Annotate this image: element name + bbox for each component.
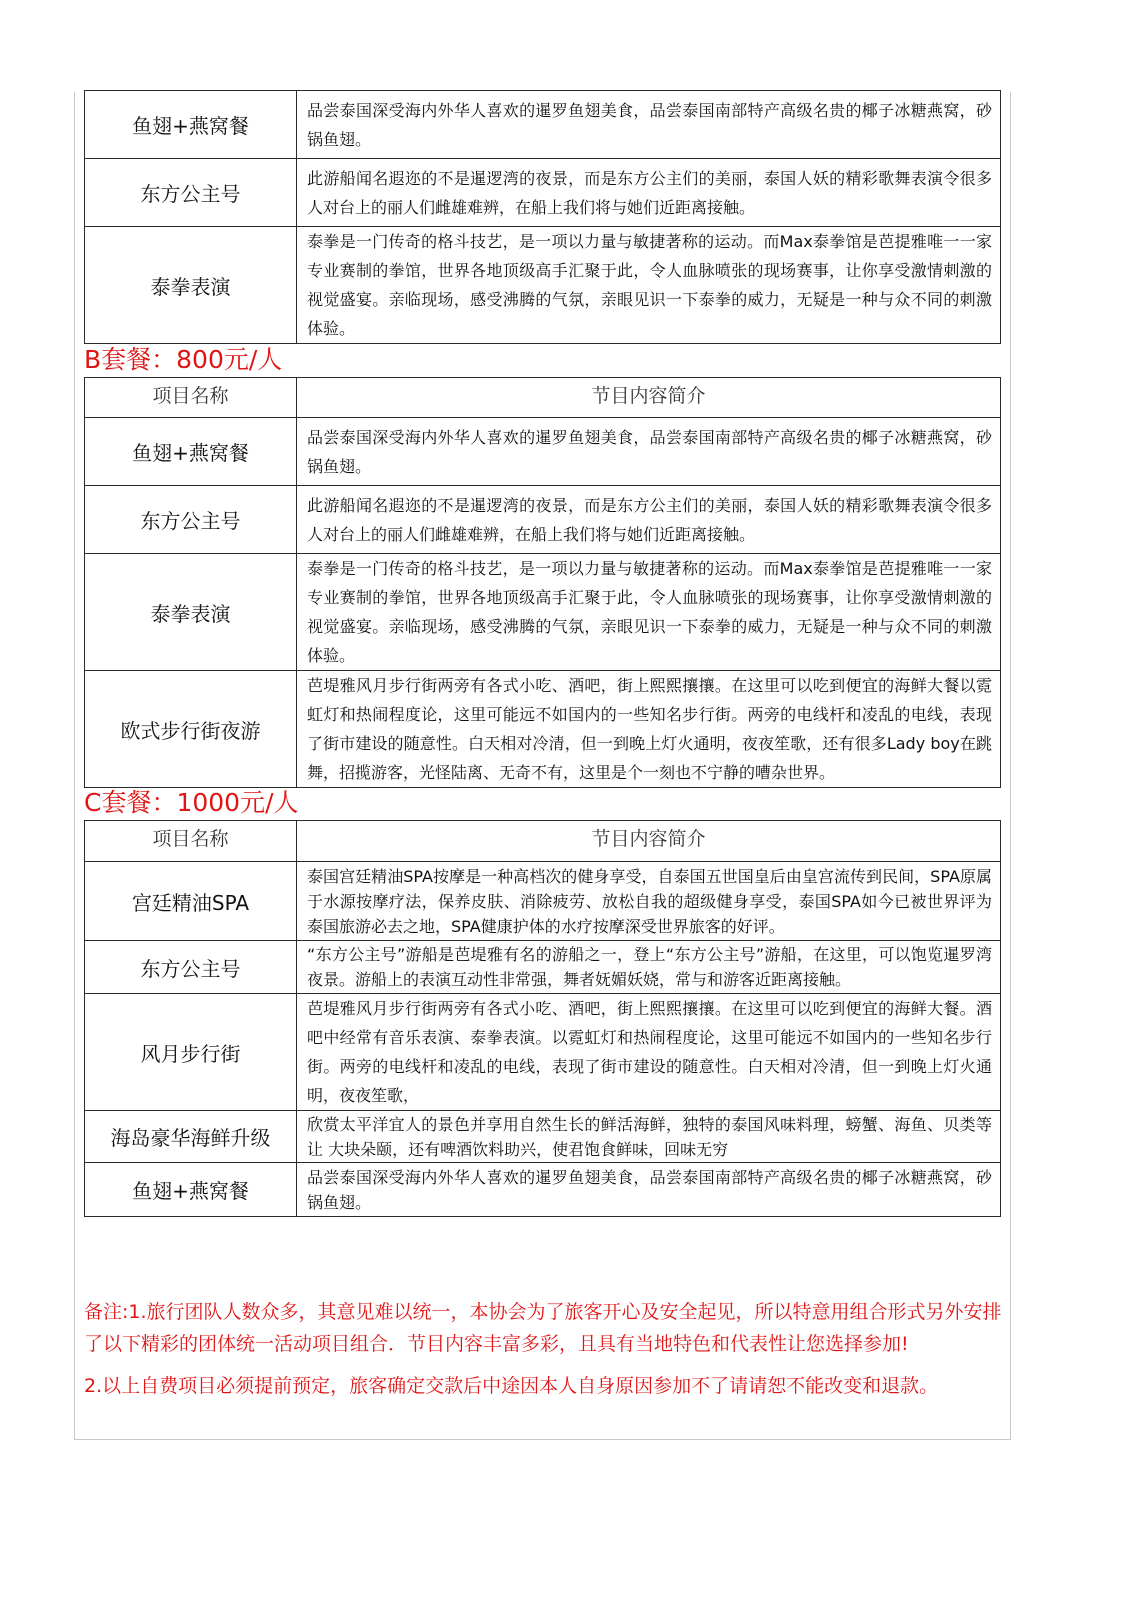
table-row [85,671,1001,788]
item-name: 宫廷精油SPA [85,862,297,941]
item-name: 东方公主号 [85,486,297,554]
item-description: 欣赏太平洋宜人的景色并享用自然生长的鲜活海鲜，独特的泰国风味料理，螃蟹、海鱼、贝类等让 大块朵颐，还有啤酒饮料助兴，使君饱食鲜味，回味无穷 [297,1111,1001,1163]
item-name: 鱼翅+燕窝餐 [85,91,297,159]
item-name: 泰拳表演 [85,554,297,671]
item-description: 泰拳是一门传奇的格斗技艺，是一项以力量与敏捷著称的运动。而Max泰拳馆是芭提雅唯一一家专业赛制的拳馆，世界各地顶级高手汇聚于此，令人血脉喷张的现场赛事，让你享受激情刺激的视觉盛宴。亲临现场，感受沸腾的气氛，亲眼见识一下泰拳的威力，无疑是一种与众不同的刺激体验。 [297,554,1001,671]
package-c-table [84,820,1001,1217]
package-a-table [84,90,1001,344]
table-row [85,941,1001,994]
header-item-desc: 节目内容简介 [297,378,1001,418]
item-description: 芭堤雅风月步行街两旁有各式小吃、酒吧，街上熙熙攘攘。在这里可以吃到便宜的海鲜大餐以霓虹灯和热闹程度论，这里可能远不如国内的一些知名步行街。两旁的电线杆和凌乱的电线，表现了街市建设的随意性。白天相对冷清，但一到晚上灯火通明，夜夜笙歌，还有很多Lady boy在跳舞，招揽游客，光怪陆离、无奇不有，这里是个一刻也不宁静的嘈杂世界。 [297,671,1001,788]
item-description: 品尝泰国深受海内外华人喜欢的暹罗鱼翅美食，品尝泰国南部特产高级名贵的椰子冰糖燕窝，砂锅鱼翅。 [297,91,1001,159]
table-row [85,554,1001,671]
note-line-2: 2.以上自费项目必须提前预定，旅客确定交款后中途因本人自身原因参加不了请请恕不能改变和退款。 [84,1375,939,1397]
item-description: “东方公主号”游船是芭堤雅有名的游船之一，登上“东方公主号”游船，在这里，可以饱览暹罗湾夜景。游船上的表演互动性非常强，舞者妩媚妖娆，常与和游客近距离接触。 [297,941,1001,994]
table-row [85,862,1001,941]
table-row [85,159,1001,227]
table-row [85,418,1001,486]
item-description: 此游船闻名遐迩的不是暹逻湾的夜景，而是东方公主们的美丽，泰国人妖的精彩歌舞表演令很多人对台上的丽人们雌雄难辨，在船上我们将与她们近距离接触。 [297,159,1001,227]
item-description: 泰拳是一门传奇的格斗技艺，是一项以力量与敏捷著称的运动。而Max泰拳馆是芭提雅唯一一家专业赛制的拳馆，世界各地顶级高手汇聚于此，令人血脉喷张的现场赛事，让你享受激情刺激的视觉盛宴。亲临现场，感受沸腾的气氛，亲眼见识一下泰拳的威力，无疑是一种与众不同的刺激体验。 [297,227,1001,344]
package-c-title: C套餐：1000元/人 [84,788,299,817]
table-row [85,1111,1001,1163]
table-row [85,227,1001,344]
table-header [85,821,1001,862]
table-header [85,378,1001,418]
item-name: 东方公主号 [85,941,297,994]
note-line-1: 备注:1.旅行团队人数众多，其意见难以统一，本协会为了旅客开心及安全起见，所以特意用组合形式另外安排了以下精彩的团体统一活动项目组合．节目内容丰富多彩，且具有当地特色和代表性让您选择参加! [84,1301,1002,1355]
item-name: 欧式步行街夜游 [85,671,297,788]
table-row [85,486,1001,554]
item-name: 泰拳表演 [85,227,297,344]
header-item-name: 项目名称 [85,378,297,418]
item-description: 此游船闻名遐迩的不是暹逻湾的夜景，而是东方公主们的美丽，泰国人妖的精彩歌舞表演令很多人对台上的丽人们雌雄难辨，在船上我们将与她们近距离接触。 [297,486,1001,554]
header-item-name: 项目名称 [85,821,297,862]
table-row [85,1163,1001,1217]
table-row [85,994,1001,1111]
table-row [85,91,1001,159]
item-name: 海岛豪华海鲜升级 [85,1111,297,1163]
item-name: 鱼翅+燕窝餐 [85,418,297,486]
item-name: 东方公主号 [85,159,297,227]
item-description: 泰国宫廷精油SPA按摩是一种高档次的健身享受，自泰国五世国皇后由皇宫流传到民间，SPA原属于水源按摩疗法，保养皮肤、消除疲劳、放松自我的超级健身享受，泰国SPA如今已被世界评为泰国旅游必去之地，SPA健康护体的水疗按摩深受世界旅客的好评。 [297,862,1001,941]
item-description: 品尝泰国深受海内外华人喜欢的暹罗鱼翅美食，品尝泰国南部特产高级名贵的椰子冰糖燕窝，砂锅鱼翅。 [297,1163,1001,1217]
item-description: 品尝泰国深受海内外华人喜欢的暹罗鱼翅美食，品尝泰国南部特产高级名贵的椰子冰糖燕窝，砂锅鱼翅。 [297,418,1001,486]
item-description: 芭堤雅风月步行街两旁有各式小吃、酒吧，街上熙熙攘攘。在这里可以吃到便宜的海鲜大餐。酒吧中经常有音乐表演、泰拳表演。以霓虹灯和热闹程度论，这里可能远不如国内的一些知名步行街。两旁的电线杆和凌乱的电线，表现了街市建设的随意性。白天相对冷清，但一到晚上灯火通明，夜夜笙歌， [297,994,1001,1111]
header-item-desc: 节目内容简介 [297,821,1001,862]
item-name: 鱼翅+燕窝餐 [85,1163,297,1217]
item-name: 风月步行街 [85,994,297,1111]
package-b-table [84,377,1001,788]
package-b-title: B套餐：800元/人 [84,345,283,374]
